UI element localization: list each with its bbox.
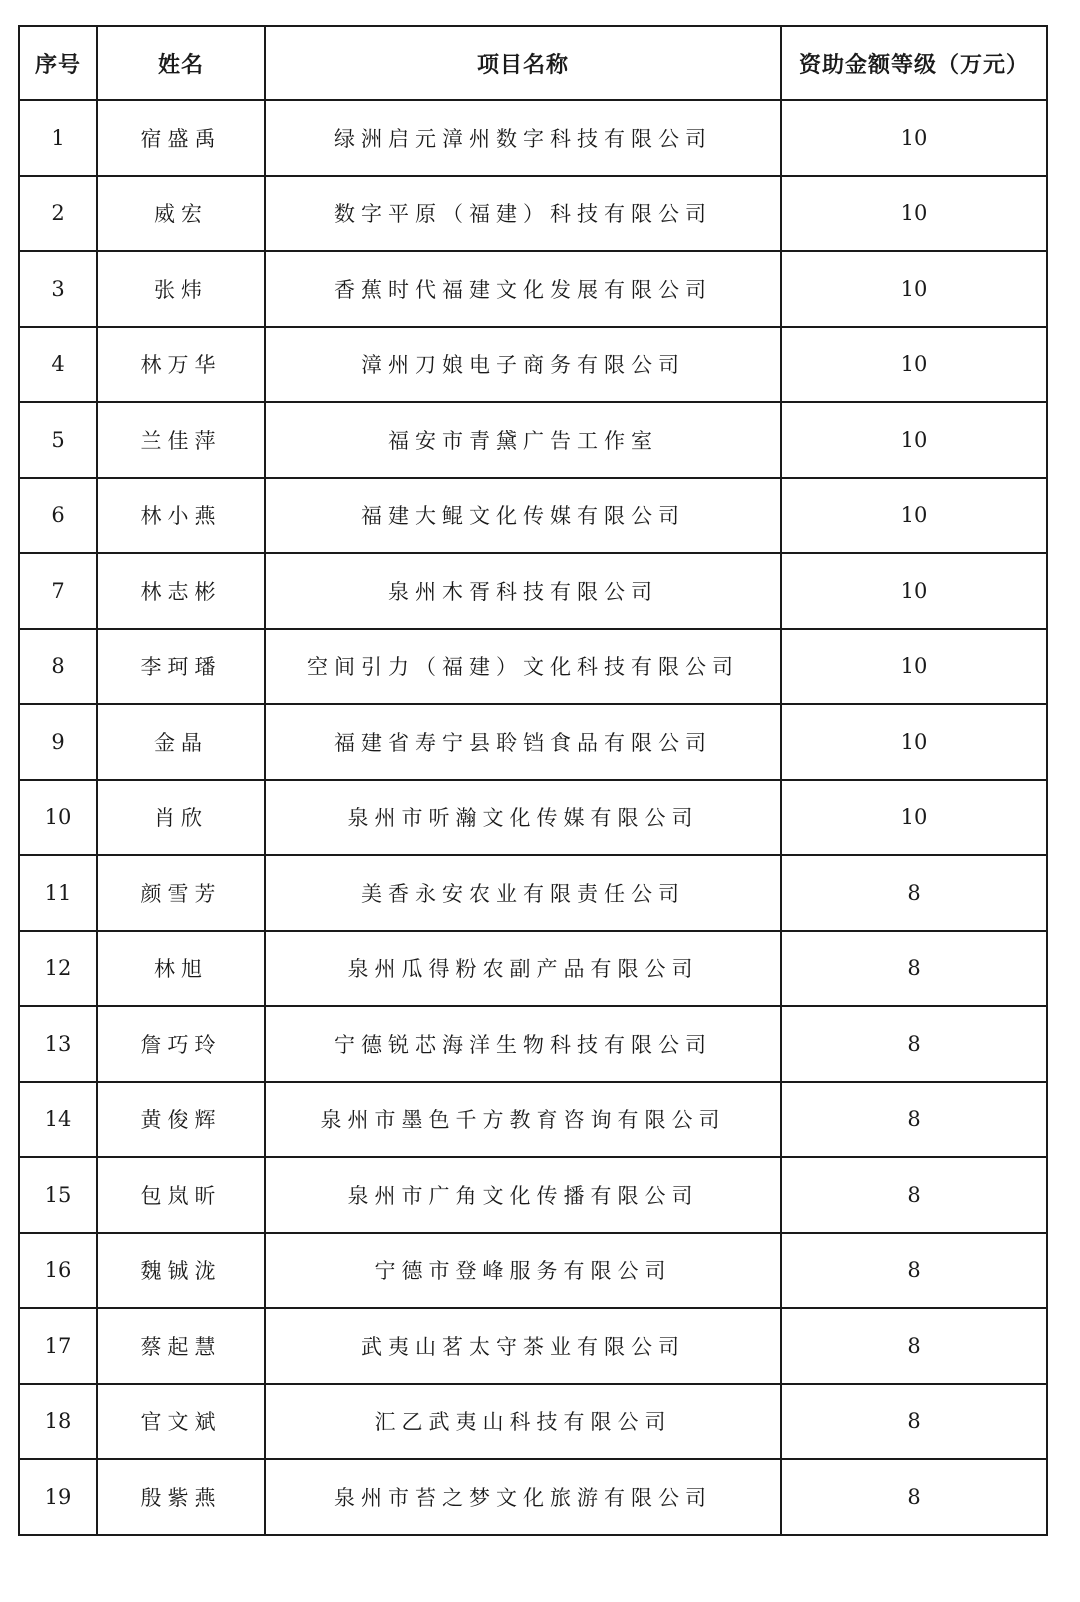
cell-amount: 10 <box>781 478 1047 554</box>
table-header <box>19 26 1047 100</box>
cell-name: 兰佳萍 <box>97 402 265 478</box>
table-row <box>19 1459 1047 1535</box>
cell-amount: 8 <box>781 1233 1047 1309</box>
table-row <box>19 1308 1047 1384</box>
cell-project: 宁德锐芯海洋生物科技有限公司 <box>265 1006 781 1082</box>
cell-seq: 18 <box>19 1384 97 1460</box>
cell-name: 宿盛禹 <box>97 100 265 176</box>
cell-seq: 9 <box>19 704 97 780</box>
table-body <box>19 100 1047 1535</box>
cell-project: 泉州市听瀚文化传媒有限公司 <box>265 780 781 856</box>
cell-seq: 4 <box>19 327 97 403</box>
cell-seq: 13 <box>19 1006 97 1082</box>
cell-name: 黄俊辉 <box>97 1082 265 1158</box>
table-row <box>19 931 1047 1007</box>
cell-seq: 3 <box>19 251 97 327</box>
cell-seq: 12 <box>19 931 97 1007</box>
cell-project: 漳州刀娘电子商务有限公司 <box>265 327 781 403</box>
cell-amount: 10 <box>781 100 1047 176</box>
cell-seq: 16 <box>19 1233 97 1309</box>
table-row <box>19 100 1047 176</box>
cell-amount: 8 <box>781 1006 1047 1082</box>
table-row <box>19 1006 1047 1082</box>
cell-seq: 2 <box>19 176 97 252</box>
cell-project: 绿洲启元漳州数字科技有限公司 <box>265 100 781 176</box>
cell-name: 魏铖泷 <box>97 1233 265 1309</box>
cell-name: 林志彬 <box>97 553 265 629</box>
cell-project: 泉州市墨色千方教育咨询有限公司 <box>265 1082 781 1158</box>
cell-project: 汇乙武夷山科技有限公司 <box>265 1384 781 1460</box>
cell-seq: 14 <box>19 1082 97 1158</box>
header-project: 项目名称 <box>265 26 781 100</box>
table-row <box>19 704 1047 780</box>
cell-project: 美香永安农业有限责任公司 <box>265 855 781 931</box>
table-row <box>19 327 1047 403</box>
cell-name: 詹巧玲 <box>97 1006 265 1082</box>
cell-seq: 1 <box>19 100 97 176</box>
cell-name: 张炜 <box>97 251 265 327</box>
cell-amount: 8 <box>781 855 1047 931</box>
cell-name: 威宏 <box>97 176 265 252</box>
cell-amount: 10 <box>781 704 1047 780</box>
cell-amount: 8 <box>781 1157 1047 1233</box>
cell-project: 空间引力（福建）文化科技有限公司 <box>265 629 781 705</box>
cell-amount: 8 <box>781 1384 1047 1460</box>
cell-name: 官文斌 <box>97 1384 265 1460</box>
funding-table <box>18 25 1048 1536</box>
header-amount: 资助金额等级（万元） <box>781 26 1047 100</box>
cell-name: 林小燕 <box>97 478 265 554</box>
cell-project: 宁德市登峰服务有限公司 <box>265 1233 781 1309</box>
table-row <box>19 402 1047 478</box>
cell-amount: 8 <box>781 931 1047 1007</box>
cell-amount: 8 <box>781 1308 1047 1384</box>
cell-amount: 10 <box>781 780 1047 856</box>
cell-project: 泉州市苔之梦文化旅游有限公司 <box>265 1459 781 1535</box>
cell-name: 殷紫燕 <box>97 1459 265 1535</box>
cell-project: 香蕉时代福建文化发展有限公司 <box>265 251 781 327</box>
cell-amount: 8 <box>781 1459 1047 1535</box>
cell-name: 颜雪芳 <box>97 855 265 931</box>
cell-name: 肖欣 <box>97 780 265 856</box>
cell-amount: 10 <box>781 327 1047 403</box>
header-row <box>19 26 1047 100</box>
table-row <box>19 780 1047 856</box>
cell-amount: 10 <box>781 251 1047 327</box>
header-seq: 序号 <box>19 26 97 100</box>
cell-amount: 8 <box>781 1082 1047 1158</box>
cell-name: 金晶 <box>97 704 265 780</box>
table-row <box>19 1384 1047 1460</box>
cell-seq: 11 <box>19 855 97 931</box>
cell-project: 福安市青黛广告工作室 <box>265 402 781 478</box>
cell-seq: 7 <box>19 553 97 629</box>
table-row <box>19 1233 1047 1309</box>
table-row <box>19 251 1047 327</box>
table-row <box>19 176 1047 252</box>
cell-project: 福建大鲲文化传媒有限公司 <box>265 478 781 554</box>
cell-seq: 10 <box>19 780 97 856</box>
cell-amount: 10 <box>781 402 1047 478</box>
cell-seq: 17 <box>19 1308 97 1384</box>
table-row <box>19 1157 1047 1233</box>
header-name: 姓名 <box>97 26 265 100</box>
table-row <box>19 478 1047 554</box>
cell-seq: 19 <box>19 1459 97 1535</box>
cell-project: 武夷山茗太守茶业有限公司 <box>265 1308 781 1384</box>
cell-seq: 15 <box>19 1157 97 1233</box>
cell-name: 林万华 <box>97 327 265 403</box>
cell-name: 李珂璠 <box>97 629 265 705</box>
cell-project: 泉州木胥科技有限公司 <box>265 553 781 629</box>
table-row <box>19 855 1047 931</box>
table-row <box>19 1082 1047 1158</box>
cell-amount: 10 <box>781 629 1047 705</box>
cell-project: 泉州瓜得粉农副产品有限公司 <box>265 931 781 1007</box>
cell-project: 泉州市广角文化传播有限公司 <box>265 1157 781 1233</box>
cell-name: 蔡起慧 <box>97 1308 265 1384</box>
cell-amount: 10 <box>781 176 1047 252</box>
cell-seq: 5 <box>19 402 97 478</box>
cell-project: 数字平原（福建）科技有限公司 <box>265 176 781 252</box>
cell-project: 福建省寿宁县聆铛食品有限公司 <box>265 704 781 780</box>
cell-seq: 6 <box>19 478 97 554</box>
cell-amount: 10 <box>781 553 1047 629</box>
cell-name: 包岚昕 <box>97 1157 265 1233</box>
table-row <box>19 629 1047 705</box>
table-row <box>19 553 1047 629</box>
cell-seq: 8 <box>19 629 97 705</box>
cell-name: 林旭 <box>97 931 265 1007</box>
